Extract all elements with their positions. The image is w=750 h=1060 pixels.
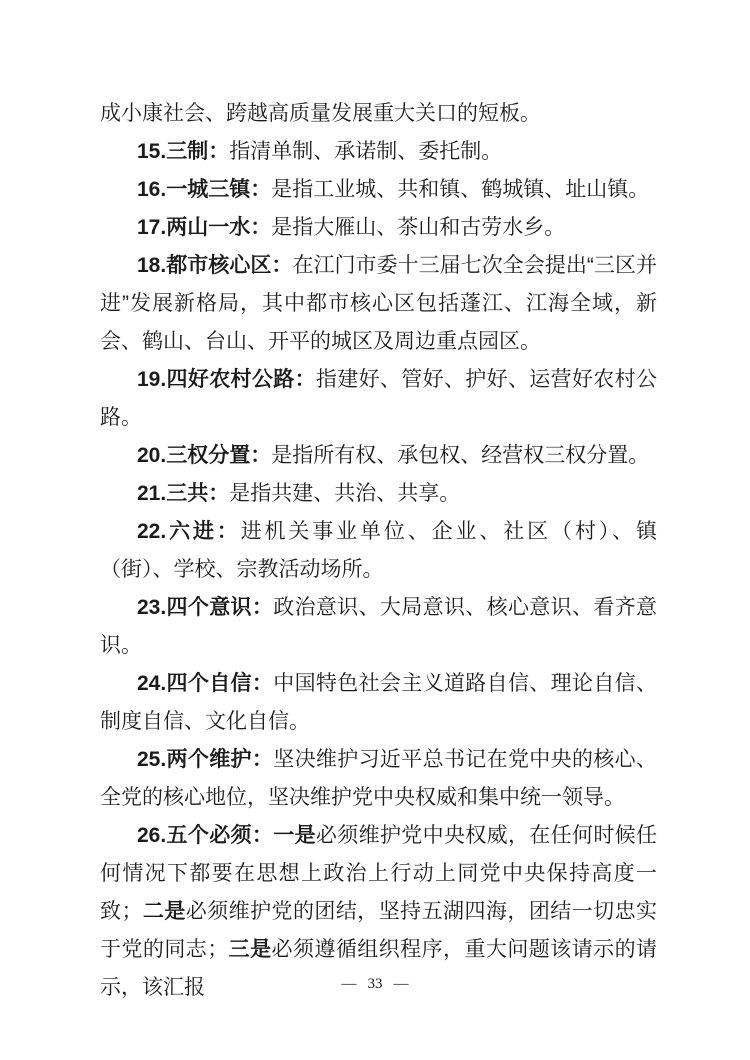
paragraph-text: 进机关事业单位、企业、社区（村）、镇（街）、学校、宗教活动场所。 xyxy=(100,520,657,581)
paragraph-text: 是指大雁山、茶山和古劳水乡。 xyxy=(271,216,566,239)
paragraph-text: 坚决维护习近平总书记在党中央的核心、全党的核心地位，坚决维护党中央权威和集中统一领导。 xyxy=(100,748,657,809)
term-label: 20.三权分置： xyxy=(137,444,272,467)
term-label: 21.三共： xyxy=(137,482,230,505)
term-label: 25.两个维护： xyxy=(137,748,274,771)
paragraph xyxy=(100,209,657,247)
paragraph xyxy=(100,361,657,437)
paragraph xyxy=(100,741,657,817)
paragraph-text: 必须遵循组织程序，重大问题该请示的请示，该汇报 xyxy=(100,938,658,999)
paragraph-text: 必须维护党的团结，坚持五湖四海，团结一切忠实于党的同志； xyxy=(100,900,658,961)
page-footer xyxy=(0,976,750,993)
term-label: 24.四个自信： xyxy=(137,672,274,695)
paragraph xyxy=(100,665,657,741)
paragraph xyxy=(100,589,657,665)
term-label: 15.三制： xyxy=(137,140,230,163)
term-label: 三是 xyxy=(228,938,272,961)
term-label: 19.四好农村公路： xyxy=(137,368,316,391)
paragraph-text: 是指共建、共治、共享。 xyxy=(229,482,461,505)
term-label: 17.两山一水： xyxy=(137,216,272,239)
paragraph xyxy=(100,247,657,361)
paragraph-text: 成小康社会、跨越高质量发展重大关口的短板。 xyxy=(100,102,541,125)
document-body xyxy=(100,95,657,1007)
footer-dash-right: — xyxy=(393,976,409,992)
paragraph-text: 是指工业城、共和镇、鹤城镇、址山镇。 xyxy=(271,178,650,201)
term-label: 26.五个必须： xyxy=(137,824,274,847)
paragraph xyxy=(100,171,657,209)
term-label: 18.都市核心区： xyxy=(137,254,293,277)
term-label: 22.六进： xyxy=(137,520,241,543)
paragraph-text: 政治意识、大局意识、核心意识、看齐意识。 xyxy=(100,596,657,657)
paragraph xyxy=(100,475,657,513)
term-label: 一是 xyxy=(273,824,316,847)
paragraph-text: 指建好、管好、护好、运营好农村公路。 xyxy=(100,368,657,429)
term-label: 16.一城三镇： xyxy=(137,178,272,201)
page-number: 33 xyxy=(367,976,383,992)
term-label: 二是 xyxy=(142,900,186,923)
term-label: 23.四个意识： xyxy=(137,596,274,619)
paragraph xyxy=(100,95,657,133)
paragraph xyxy=(100,437,657,475)
paragraph-text: 中国特色社会主义道路自信、理论自信、制度自信、文化自信。 xyxy=(100,672,657,733)
paragraph xyxy=(100,133,657,171)
paragraph xyxy=(100,513,657,589)
footer-dash-left: — xyxy=(341,976,357,992)
paragraph-text: 是指所有权、承包权、经营权三权分置。 xyxy=(271,444,650,467)
paragraph-text: 在江门市委十三届七次全会提出“三区并进”发展新格局，其中都市核心区包括蓬江、江海全域，新会、鹤山、台山、开平的城区及周边重点园区。 xyxy=(100,254,657,353)
paragraph-text: 必须维护党中央权威，在任何时候任何情况下都要在思想上政治上行动上同党中央保持高度一致； xyxy=(100,824,658,923)
paragraph-text: 指清单制、承诺制、委托制。 xyxy=(229,140,503,163)
